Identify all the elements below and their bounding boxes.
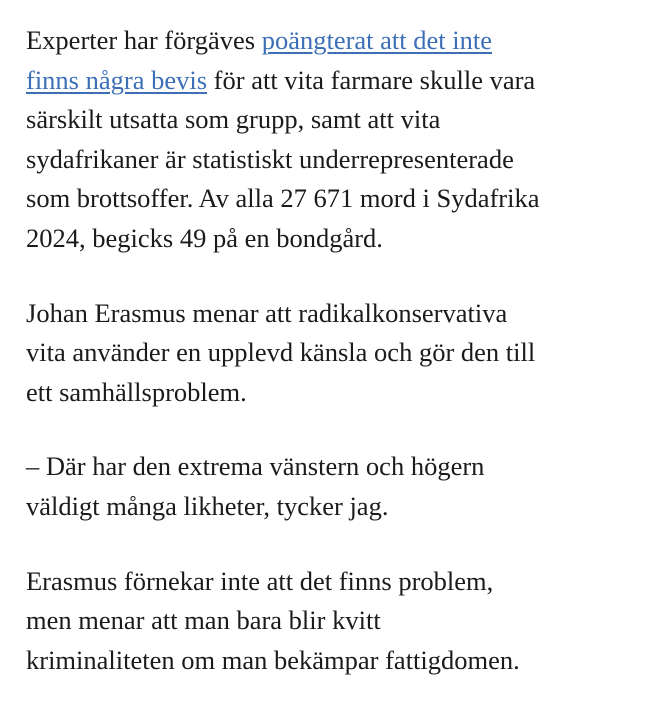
paragraph-line: men menar att man bara blir kvitt bbox=[26, 605, 381, 636]
article-body bbox=[26, 21, 636, 715]
paragraph-line: ett samhällsproblem. bbox=[26, 376, 247, 407]
paragraph-line: som brottsoffer. Av alla 27 671 mord i Sydafrika bbox=[26, 183, 540, 214]
paragraph-line: sydafrikaner är statistiskt underrepresenterade bbox=[26, 143, 514, 174]
paragraph-line bbox=[26, 21, 636, 61]
paragraph-line: kriminaliteten om man bekämpar fattigdomen. bbox=[26, 644, 520, 675]
source-link-continued[interactable]: finns några bevis bbox=[26, 64, 208, 95]
paragraph-line: 2024, begicks 49 på en bondgård. bbox=[26, 222, 383, 253]
paragraph-line: särskilt utsatta som grupp, samt att vita bbox=[26, 104, 441, 135]
paragraph-line: – Där har den extrema vänstern och högern bbox=[26, 451, 485, 482]
paragraph-line: väldigt många likheter, tycker jag. bbox=[26, 490, 389, 521]
paragraph-text: för att vita farmare skulle vara bbox=[207, 64, 536, 95]
paragraph-text: Experter har förgäves bbox=[26, 25, 262, 55]
paragraph-experts bbox=[26, 21, 636, 259]
paragraph-line bbox=[26, 61, 636, 101]
paragraph-line: Erasmus förnekar inte att det finns problem, bbox=[26, 565, 494, 596]
paragraph-poverty bbox=[26, 562, 636, 681]
paragraph-erasmus-claim bbox=[26, 294, 636, 413]
paragraph-quote bbox=[26, 447, 636, 526]
paragraph-line: vita använder en upplevd känsla och gör den till bbox=[26, 337, 536, 368]
source-link[interactable]: poängterat att det inte bbox=[261, 25, 493, 55]
paragraph-line: Johan Erasmus menar att radikalkonservativa bbox=[26, 297, 508, 328]
